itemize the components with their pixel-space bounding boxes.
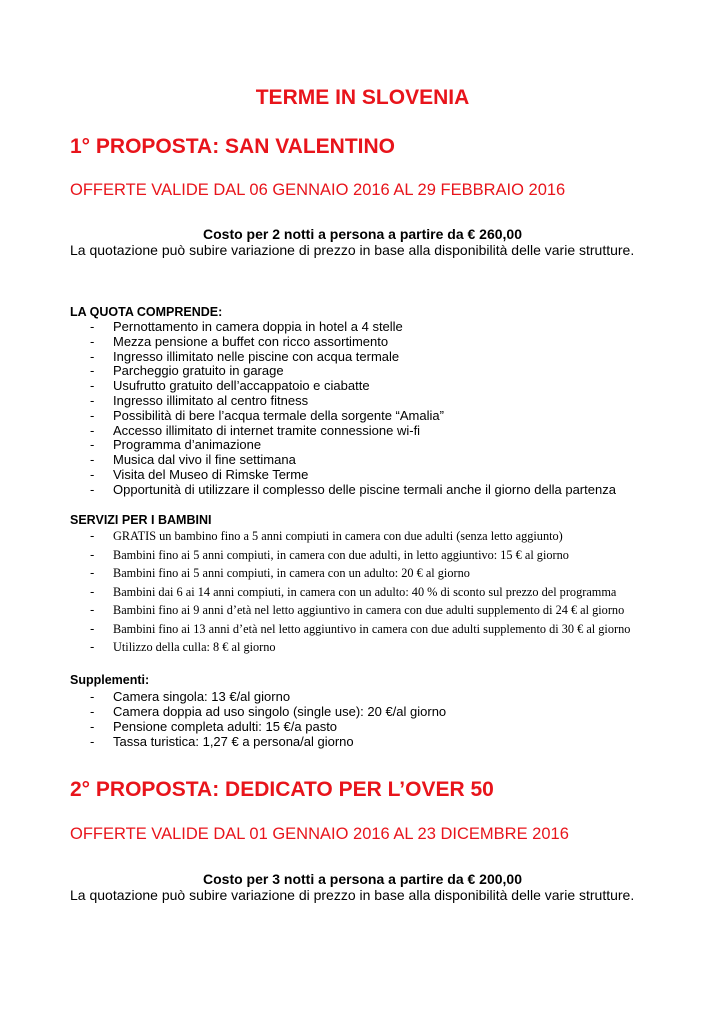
list-item: - Musica dal vivo il fine settimana <box>90 452 296 468</box>
proposal-2-cost: Costo per 3 notti a persona a partire da € 200,00 <box>203 871 522 887</box>
list-item: - Possibilità di bere l’acqua termale della sorgente “Amalia” <box>90 407 444 423</box>
list-item: - Camera doppia ad uso singolo (single use): 20 €/al giorno <box>90 704 447 719</box>
proposal-1-validity: OFFERTE VALIDE DAL 06 GENNAIO 2016 AL 29 FEBBRAIO 2016 <box>70 181 566 199</box>
proposal-1-note: La quotazione può subire variazione di prezzo in base alla disponibilità delle varie strutture. <box>70 242 635 258</box>
list-item: - Ingresso illimitato al centro fitness <box>90 392 309 408</box>
list-item: - Mezza pensione a buffet con ricco assortimento <box>90 333 389 349</box>
list-item: - Opportunità di utilizzare il complesso delle piscine termali anche il giorno della partenza <box>90 481 616 497</box>
proposal-1-heading: 1° PROPOSTA: SAN VALENTINO <box>70 135 395 158</box>
proposal-2-heading: 2° PROPOSTA: DEDICATO PER L’OVER 50 <box>70 778 494 801</box>
list-item: - Usufrutto gratuito dell’accappatoio e ciabatte <box>90 378 370 394</box>
list-item: - Visita del Museo di Rimske Terme <box>90 466 309 482</box>
list-item: - Bambini dai 6 ai 14 anni compiuti, in camera con un adulto: 40 % di sconto sul prezzo del programma <box>90 583 617 599</box>
list-item: - Utilizzo della culla: 8 € al giorno <box>90 639 276 654</box>
list-item: - Pernottamento in camera doppia in hotel a 4 stelle <box>90 319 403 334</box>
list-item: - GRATIS un bambino fino a 5 anni compiuti in camera con due adulti (senza letto aggiunto) <box>90 528 563 543</box>
list-item: - Parcheggio gratuito in garage <box>90 363 284 379</box>
proposal-2-note: La quotazione può subire variazione di prezzo in base alla disponibilità delle varie strutture. <box>70 887 635 903</box>
list-item: - Accesso illimitato di internet tramite connessione wi-fi <box>90 422 421 438</box>
children-heading: SERVIZI PER I BAMBINI <box>70 513 212 527</box>
list-item: - Bambini fino ai 13 anni d’età nel letto aggiuntivo in camera con due adulti supplemento di 30 € al giorno <box>90 620 631 636</box>
includes-list <box>90 320 616 498</box>
proposal-1-cost: Costo per 2 notti a persona a partire da € 260,00 <box>203 226 522 242</box>
list-item: - Tassa turistica: 1,27 € a persona/al giorno <box>90 734 354 749</box>
supplements-heading: Supplementi: <box>70 673 150 687</box>
includes-heading: LA QUOTA COMPRENDE: <box>70 305 223 319</box>
list-item: - Bambini fino ai 5 anni compiuti, in camera con due adulti, in letto aggiuntivo: 15 € al giorno <box>90 546 569 562</box>
list-item: - Programma d’animazione <box>90 437 262 453</box>
list-item: - Bambini fino ai 9 anni d’età nel letto aggiuntivo in camera con due adulti supplemento di 24 € al giorno <box>90 602 625 617</box>
supplements-list <box>90 689 446 749</box>
list-item: - Ingresso illimitato nelle piscine con acqua termale <box>90 348 400 364</box>
list-item: - Bambini fino ai 5 anni compiuti, in camera con un adulto: 20 € al giorno <box>90 565 470 580</box>
proposal-2-validity: OFFERTE VALIDE DAL 01 GENNAIO 2016 AL 23 DICEMBRE 2016 <box>70 825 569 843</box>
list-item: - Camera singola: 13 €/al giorno <box>90 689 291 704</box>
list-item: - Pensione completa adulti: 15 €/a pasto <box>90 719 338 734</box>
children-list <box>90 527 630 657</box>
page-title: TERME IN SLOVENIA <box>255 86 470 109</box>
